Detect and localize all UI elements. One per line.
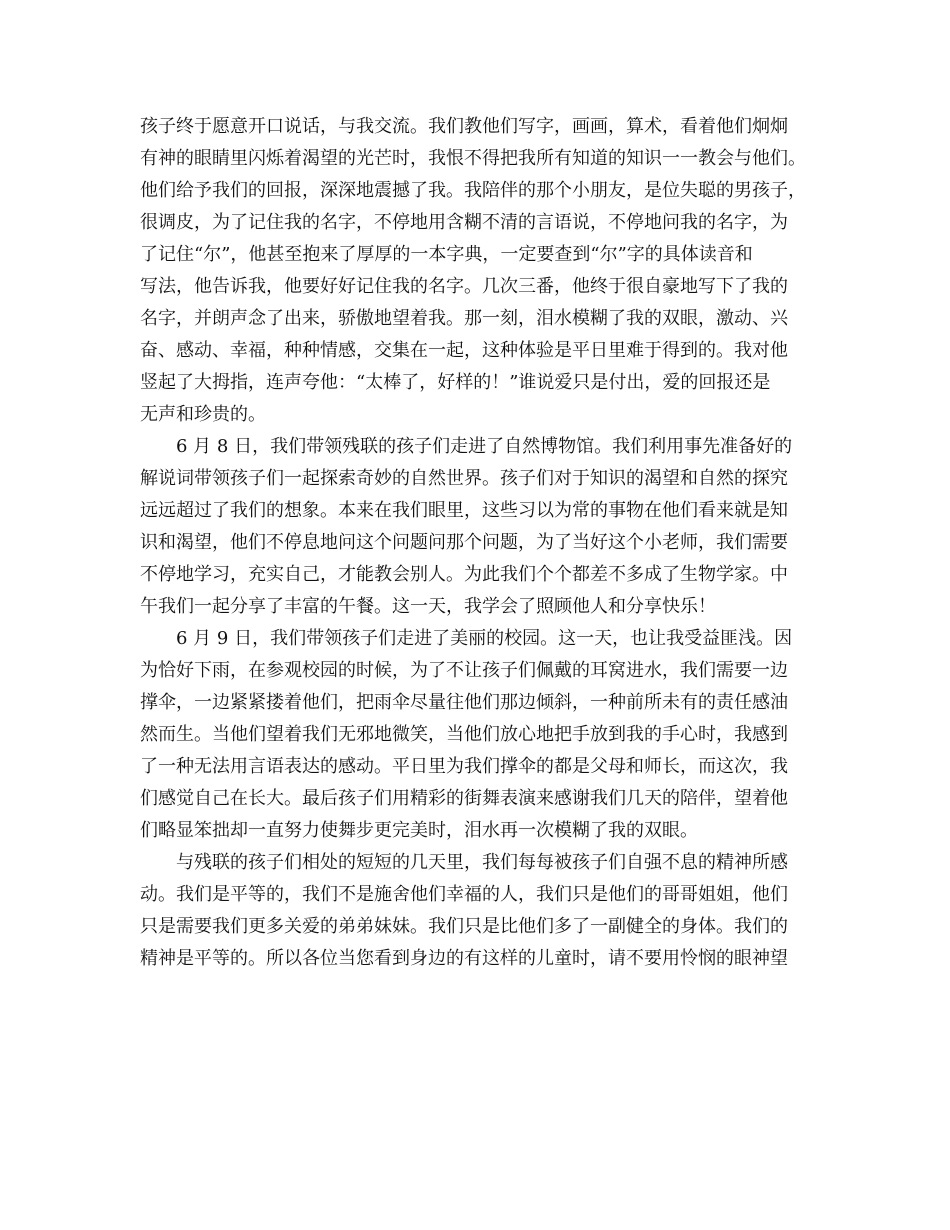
- text-line: 竖起了大拇指，连声夸他：“太棒了，好样的！”谁说爱只是付出，爱的回报还是: [140, 372, 771, 393]
- text-line: 了记住“尔”，他甚至抱来了厚厚的一本字典，一定要查到“尔”字的具体读音和: [140, 244, 753, 265]
- text-line: 撑伞，一边紧紧搂着他们，把雨伞尽量往他们那边倾斜，一种前所未有的责任感油: [140, 692, 788, 713]
- text-line: 午我们一起分享了丰富的午餐。这一天，我学会了照顾他人和分享快乐！: [140, 596, 716, 617]
- text-line: 很调皮，为了记住我的名字，不停地用含糊不清的言语说，不停地问我的名字，为: [140, 212, 788, 233]
- paragraph-first-line: 6 月 9 日，我们带领孩子们走进了美丽的校园。这一天，也让我受益匪浅。因: [176, 628, 793, 649]
- text-line: 们略显笨拙却一直努力使舞步更完美时，泪水再一次模糊了我的双眼。: [140, 820, 698, 841]
- text-line: 有神的眼睛里闪烁着渴望的光芒时，我恨不得把我所有知道的知识一一教会与他们。: [140, 148, 806, 169]
- text-line: 动。我们是平等的，我们不是施舍他们幸福的人，我们只是他们的哥哥姐姐，他们: [140, 884, 788, 905]
- paragraph-first-line: 与残联的孩子们相处的短短的几天里，我们每每被孩子们自强不息的精神所感: [176, 852, 788, 873]
- text-line: 远远超过了我们的想象。本来在我们眼里，这些习以为常的事物在他们看来就是知: [140, 500, 788, 521]
- text-line: 无声和珍贵的。: [140, 404, 266, 425]
- text-line: 孩子终于愿意开口说话，与我交流。我们教他们写字，画画，算术，看着他们炯炯: [140, 116, 788, 137]
- text-line: 了一种无法用言语表达的感动。平日里为我们撑伞的都是父母和师长，而这次，我: [140, 756, 788, 777]
- text-line: 写法，他告诉我，他要好好记住我的名字。几次三番，他终于很自豪地写下了我的: [140, 276, 788, 297]
- text-line: 们感觉自己在长大。最后孩子们用精彩的街舞表演来感谢我们几天的陪伴，望着他: [140, 788, 788, 809]
- text-line: 名字，并朗声念了出来，骄傲地望着我。那一刻，泪水模糊了我的双眼，激动、兴: [140, 308, 788, 329]
- text-line: 为恰好下雨，在参观校园的时候，为了不让孩子们佩戴的耳窝进水，我们需要一边: [140, 660, 788, 681]
- text-line: 他们给予我们的回报，深深地震撼了我。我陪伴的那个小朋友，是位失聪的男孩子，: [140, 180, 806, 201]
- text-line: 只是需要我们更多关爱的弟弟妹妹。我们只是比他们多了一副健全的身体。我们的: [140, 916, 788, 937]
- text-line: 识和渴望，他们不停息地问这个问题问那个问题，为了当好这个小老师，我们需要: [140, 532, 788, 553]
- document-body: [140, 111, 820, 975]
- text-line: 精神是平等的。所以各位当您看到身边的有这样的儿童时，请不要用怜悯的眼神望: [140, 948, 788, 969]
- text-line: 然而生。当他们望着我们无邪地微笑，当他们放心地把手放到我的手心时，我感到: [140, 724, 788, 745]
- text-line: 奋、感动、幸福，种种情感，交集在一起，这种体验是平日里难于得到的。我对他: [140, 340, 788, 361]
- paragraph-first-line: 6 月 8 日，我们带领残联的孩子们走进了自然博物馆。我们利用事先准备好的: [176, 436, 793, 457]
- text-line: 解说词带领孩子们一起探索奇妙的自然世界。孩子们对于知识的渴望和自然的探究: [140, 468, 788, 489]
- text-line: 不停地学习，充实自己，才能教会别人。为此我们个个都差不多成了生物学家。中: [140, 564, 788, 585]
